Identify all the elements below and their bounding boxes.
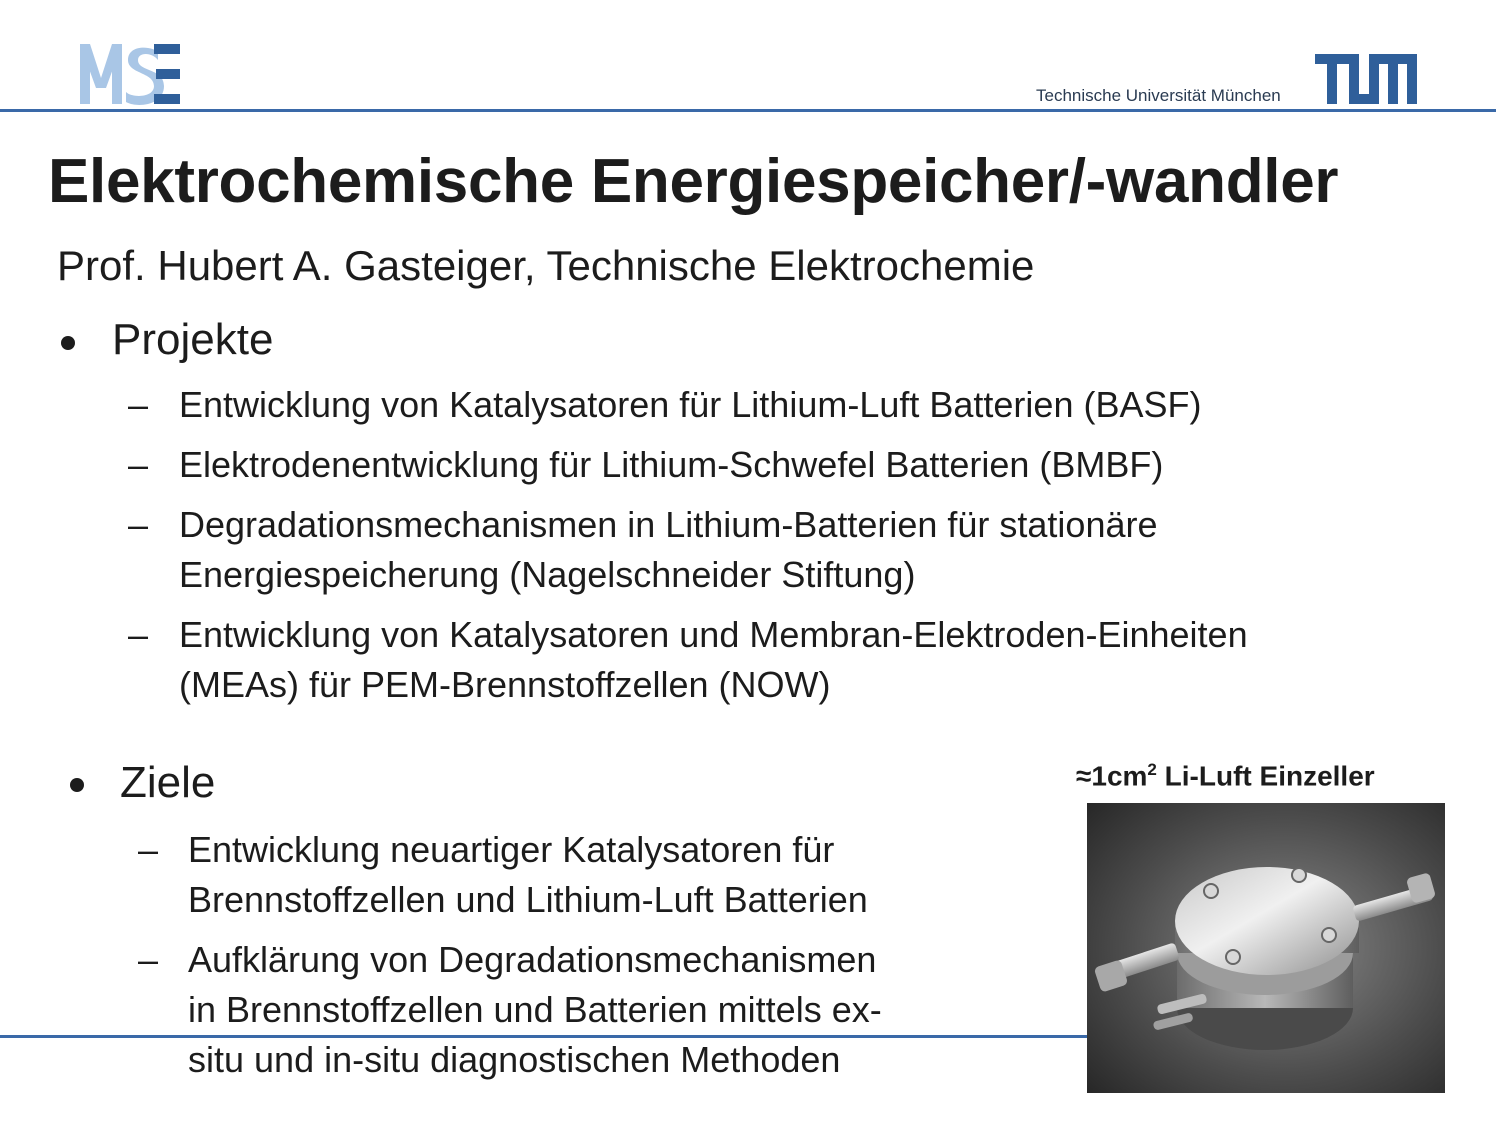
slide-subtitle: Prof. Hubert A. Gasteiger, Technische Elektrochemie (57, 242, 1035, 289)
section-heading-projekte: Projekte (112, 315, 274, 364)
list-item-line: situ und in-situ diagnostischen Methoden (188, 1039, 841, 1080)
dash-icon: – (138, 939, 159, 980)
header-rule (0, 109, 1496, 112)
mse-logo-icon (80, 44, 182, 106)
list-item-line: Elektrodenentwicklung für Lithium-Schwefel Batterien (BMBF) (179, 444, 1164, 485)
caption-prefix: ≈1cm (1076, 760, 1148, 792)
dash-icon: – (128, 614, 149, 655)
university-name: Technische Universität München (1036, 86, 1281, 105)
list-item-line: Degradationsmechanismen in Lithium-Batterien für stationäre (179, 504, 1158, 545)
list-item (188, 825, 868, 925)
section-heading-ziele: Ziele (120, 758, 216, 807)
dash-icon: – (128, 384, 149, 425)
list-item (188, 935, 882, 1085)
list-item-line: (MEAs) für PEM-Brennstoffzellen (NOW) (179, 664, 831, 705)
bullet-icon (61, 336, 75, 350)
list-item-line: in Brennstoffzellen und Batterien mittels ex- (188, 989, 882, 1030)
list-item-line: Entwicklung von Katalysatoren und Membran-Elektroden-Einheiten (179, 614, 1248, 655)
list-item (179, 380, 1201, 430)
list-item-line: Entwicklung neuartiger Katalysatoren für (188, 829, 835, 870)
caption-suffix: Li-Luft Einzeller (1156, 760, 1375, 792)
figure-caption (1076, 760, 1375, 792)
list-item-line: Energiespeicherung (Nagelschneider Stiftung) (179, 554, 916, 595)
dash-icon: – (128, 444, 149, 485)
list-item (179, 440, 1163, 490)
bullet-icon (70, 778, 84, 792)
list-item (179, 610, 1248, 710)
dash-icon: – (138, 829, 159, 870)
slide-title: Elektrochemische Energiespeicher/-wandler (48, 147, 1339, 216)
list-item-line: Aufklärung von Degradationsmechanismen (188, 939, 877, 980)
caption-superscript: 2 (1147, 760, 1157, 779)
list-item-line: Brennstoffzellen und Lithium-Luft Batterien (188, 879, 868, 920)
footer-rule (0, 1035, 1087, 1038)
li-air-single-cell-photo (1087, 803, 1445, 1093)
dash-icon: – (128, 504, 149, 545)
list-item (179, 500, 1158, 600)
tum-logo-icon (1315, 54, 1417, 104)
list-item-line: Entwicklung von Katalysatoren für Lithium-Luft Batterien (BASF) (179, 384, 1202, 425)
